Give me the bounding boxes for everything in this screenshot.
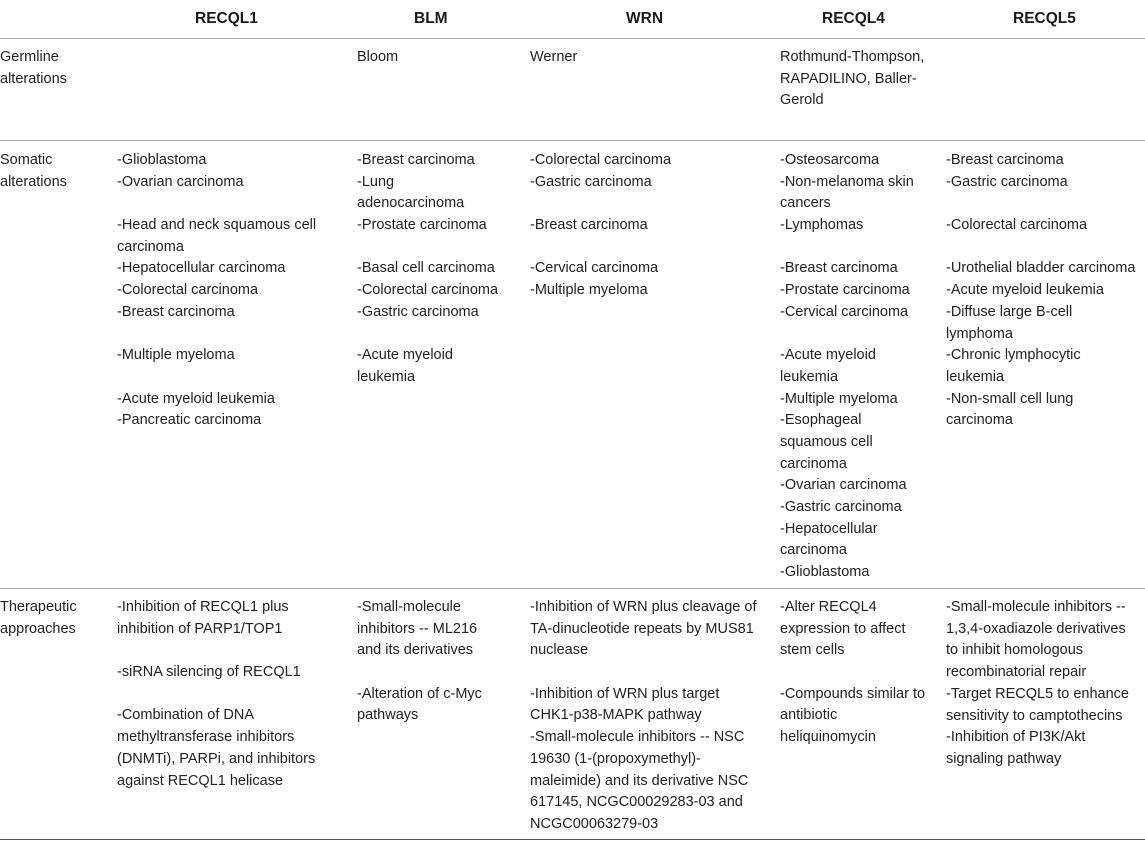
germline-wrn: [530, 47, 577, 69]
list-item: -Breast carcinoma: [357, 152, 475, 168]
list-item: -Basal cell carcinoma: [357, 260, 495, 277]
row-divider-2: [0, 588, 1145, 589]
list-item: -Colorectal carcinoma: [946, 217, 1088, 234]
row-label-somatic: [0, 150, 80, 193]
list-item: -Colorectal carcinoma: [357, 282, 499, 299]
list-item: -Gastric carcinoma: [780, 499, 902, 516]
list-item: -Multiple myeloma: [530, 282, 648, 299]
list-item: -Inhibition of WRN plus cleavage of TA-dinucleotide repeats by MUS81 nuclease: [530, 599, 757, 659]
list-item: -Acute myeloid leukemia: [946, 282, 1104, 299]
header-divider: [0, 38, 1145, 39]
row-divider-1: [0, 140, 1145, 141]
list-item: -Breast carcinoma: [530, 217, 648, 234]
list-item: -Diffuse large B-cell lymphoma: [946, 303, 1073, 342]
list-item: -Inhibition of WRN plus target CHK1-p38-MAPK pathway: [530, 685, 720, 724]
list-item: -Esophageal squamous cell carcinoma: [780, 412, 873, 472]
therapeutic-recql5: [946, 597, 1144, 771]
list-item: -Alteration of c-Myc pathways: [357, 685, 482, 724]
header-wrn: WRN: [626, 10, 664, 27]
germline-blm-text: Bloom: [357, 49, 399, 65]
list-item: -Inhibition of RECQL1 plus inhibition of PARP1/TOP1: [117, 599, 289, 637]
list-item: -Pancreatic carcinoma: [117, 412, 262, 429]
list-item: -Chronic lymphocytic leukemia: [946, 347, 1081, 385]
list-item: -Cervical carcinoma: [530, 260, 659, 277]
list-item: -Acute myeloid leukemia: [780, 347, 876, 385]
list-item: -Ovarian carcinoma: [117, 173, 244, 190]
list-item: -Glioblastoma: [780, 564, 870, 581]
somatic-recql5: [946, 150, 1135, 432]
row-label-somatic-text: Somatic alterations: [0, 152, 67, 190]
row-label-germline-text: Germline alterations: [0, 49, 67, 87]
somatic-wrn: [530, 150, 671, 302]
germline-recql4-text: Rothmund-Thompson, RAPADILINO, Baller-Gerold: [780, 49, 925, 109]
list-item: -siRNA silencing of RECQL1: [117, 664, 301, 681]
list-item: -Combination of DNA methyltransferase inhibitors (DNMTi), PARPi, and inhibitors against RECQL1 helicase: [117, 707, 316, 789]
list-item: -Head and neck squamous cell carcinoma: [117, 217, 317, 255]
list-item: -Osteosarcoma: [780, 152, 880, 168]
list-item: -Small-molecule inhibitors -- 1,3,4-oxadiazole derivatives to inhibit homologous recombinatorial repair: [946, 599, 1126, 681]
list-item: -Colorectal carcinoma: [530, 152, 672, 168]
therapeutic-recql1: [117, 597, 337, 792]
somatic-blm: [357, 150, 498, 389]
list-item: -Breast carcinoma: [946, 152, 1064, 168]
somatic-recql1: [117, 150, 342, 432]
list-item: -Gastric carcinoma: [357, 303, 479, 320]
list-item: -Multiple myeloma: [780, 390, 898, 407]
list-item: -Urothelial bladder carcinoma: [946, 260, 1136, 277]
row-label-therapeutic-text: Therapeutic approaches: [0, 599, 77, 637]
list-item: -Cervical carcinoma: [780, 303, 909, 320]
list-item: -Gastric carcinoma: [530, 173, 652, 190]
header-recql5: RECQL5: [1013, 10, 1076, 27]
list-item: -Multiple myeloma: [117, 347, 235, 364]
list-item: -Prostate carcinoma: [780, 282, 910, 299]
list-item: -Colorectal carcinoma: [117, 282, 259, 299]
list-item: -Small-molecule inhibitors -- NSC 19630 (1-(propoxymethyl)-maleimide) and its derivative NSC 617145, NCGC00029283-03 and NCGC00063279-03: [530, 729, 749, 832]
list-item: -Non-small cell lung carcinoma: [946, 390, 1074, 429]
list-item: -Target RECQL5 to enhance sensitivity to camptothecins: [946, 685, 1129, 724]
header-recql1: RECQL1: [195, 10, 258, 27]
list-item: -Inhibition of PI3K/Akt signaling pathway: [946, 729, 1086, 767]
list-item: -Glioblastoma: [117, 152, 207, 168]
germline-recql4: [780, 47, 945, 112]
therapeutic-recql4: [780, 597, 930, 749]
row-label-therapeutic: [0, 597, 95, 640]
list-item: -Acute myeloid leukemia: [357, 347, 453, 385]
somatic-recql4: [780, 150, 930, 584]
header-blm: BLM: [414, 10, 448, 27]
list-item: -Lung adenocarcinoma: [357, 173, 465, 212]
therapeutic-blm: [357, 597, 497, 727]
list-item: -Hepatocellular carcinoma: [780, 520, 878, 559]
list-item: -Acute myeloid leukemia: [117, 390, 275, 407]
list-item: -Non-melanoma skin cancers: [780, 173, 914, 212]
list-item: -Small-molecule inhibitors -- ML216 and its derivatives: [357, 599, 478, 659]
list-item: -Lymphomas: [780, 217, 864, 234]
list-item: -Breast carcinoma: [780, 260, 898, 277]
list-item: -Compounds similar to antibiotic heliquinomycin: [780, 685, 926, 746]
list-item: -Ovarian carcinoma: [780, 477, 907, 494]
list-item: -Hepatocellular carcinoma: [117, 260, 286, 277]
germline-blm: [357, 47, 398, 69]
list-item: -Prostate carcinoma: [357, 217, 487, 234]
therapeutic-wrn: [530, 597, 768, 836]
header-recql4: RECQL4: [822, 10, 885, 27]
list-item: -Alter RECQL4 expression to affect stem cells: [780, 599, 906, 659]
germline-wrn-text: Werner: [530, 49, 578, 65]
row-label-germline: [0, 47, 90, 90]
list-item: -Breast carcinoma: [117, 303, 235, 320]
list-item: -Gastric carcinoma: [946, 173, 1068, 190]
table-bottom-rule: [0, 839, 1145, 840]
